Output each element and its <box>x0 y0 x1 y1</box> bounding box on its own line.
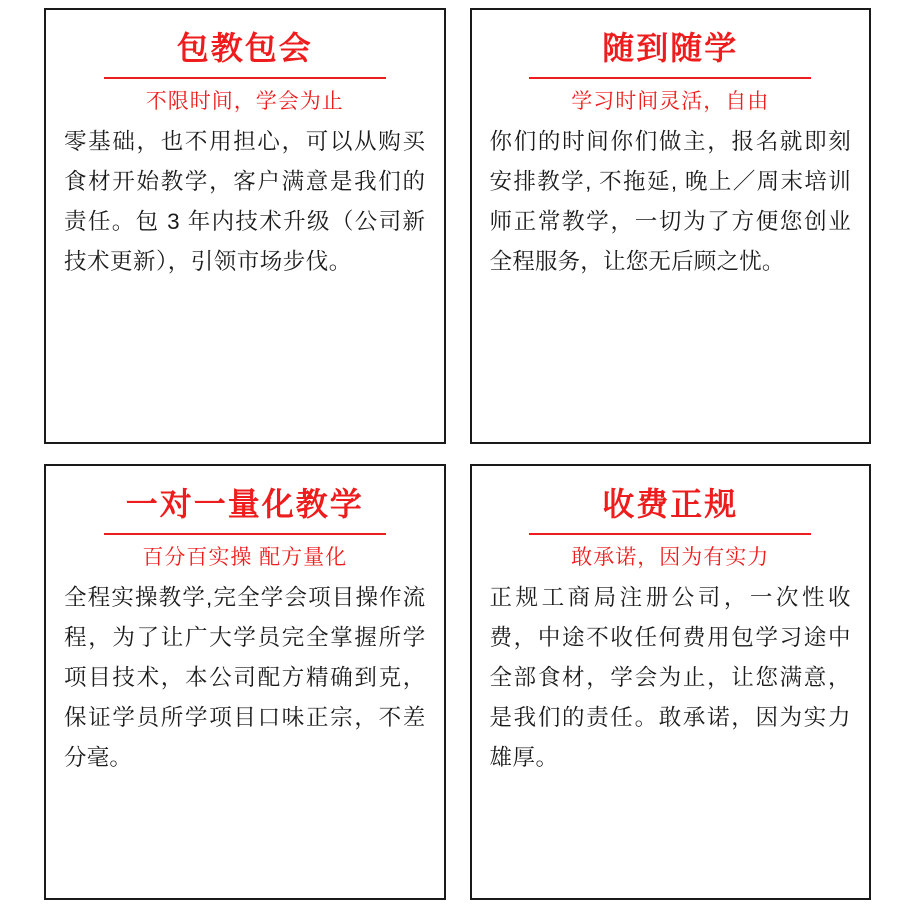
card-title: 包教包会 <box>176 30 313 66</box>
card-body: 正规工商局注册公司，一次性收费，中途不收任何费用包学习途中全部食材，学会为止，让您满意，是我们的责任。敢承诺，因为实力雄厚。 <box>489 584 851 771</box>
card-subtitle: 不限时间，学会为止 <box>145 89 344 113</box>
card-body: 你们的时间你们做主，报名就即刻安排教学, 不拖延, 晚上／周末培训师正常教学，一切为了方便您创业全程服务，让您无后顾之忧。 <box>489 128 851 275</box>
card-subtitle: 学习时间灵活，自由 <box>571 89 770 113</box>
card-title: 一对一量化教学 <box>125 486 364 522</box>
title-divider <box>529 533 811 535</box>
card-title: 收费正规 <box>602 486 739 522</box>
card-body: 全程实操教学,完全学会项目操作流程，为了让广大学员完全掌握所学项目技术，本公司配方精确到克，保证学员所学项目口味正宗，不差分毫。 <box>64 584 426 771</box>
card-body: 零基础，也不用担心，可以从购买食材开始教学，客户满意是我们的责任。包 3 年内技术升级（公司新技术更新），引领市场步伐。 <box>64 128 426 275</box>
card-subtitle: 敢承诺，因为有实力 <box>571 545 770 569</box>
card-subtitle: 百分百实操 配方量化 <box>142 545 348 569</box>
title-divider <box>104 77 386 79</box>
feature-card <box>44 464 446 900</box>
title-divider <box>529 77 811 79</box>
feature-card <box>470 8 872 444</box>
feature-card <box>44 8 446 444</box>
title-divider <box>104 533 386 535</box>
feature-card <box>470 464 872 900</box>
card-title: 随到随学 <box>602 30 739 66</box>
